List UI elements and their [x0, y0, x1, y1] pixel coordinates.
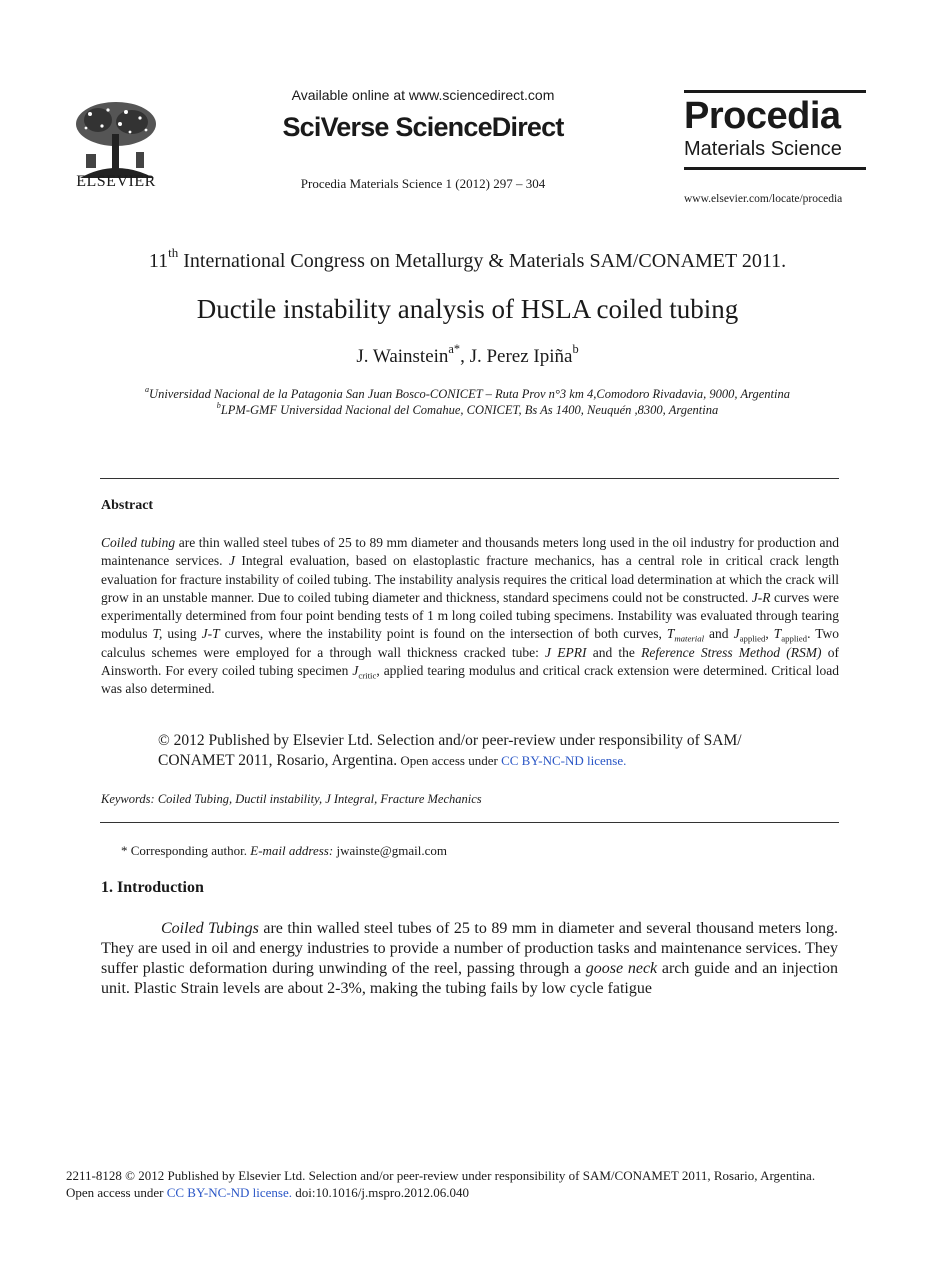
copyright-text: © 2012 Published by Elsevier Ltd. Selection and/or peer-review under responsibility of SAM/ CONAMET 2011, Rosario, Argentina. [158, 732, 742, 769]
abstract-term: J EPRI [545, 644, 587, 660]
abstract-body [101, 534, 839, 699]
keywords-label: Keywords: [101, 792, 155, 806]
abstract-term: Reference Stress Method (RSM) [641, 644, 822, 660]
intro-term: goose neck [585, 960, 658, 977]
affiliation-a [0, 384, 935, 402]
footer-license-link[interactable]: CC BY-NC-ND license. [166, 1185, 293, 1200]
footer-copyright: 2211-8128 © 2012 Published by Elsevier Ltd. Selection and/or peer-review under responsibility of SAM/CONAMET 2011, Rosario, Argentina. [66, 1168, 816, 1183]
abstract-text: , applied tearing modulus and critical crack extension were determined. Critical load was also determined. [101, 663, 839, 697]
abstract-text: curves were experimentally determined from four point bending tests of 1 m long coiled tubing specimens. Instability was evaluated through tearing modulus [101, 589, 839, 642]
copyright-notice [158, 731, 818, 771]
abstract-text: of Ainsworth. For every coiled tubing specimen [101, 644, 839, 679]
author-name: J. Perez Ipiña [469, 346, 573, 367]
abstract-term: J-T [201, 626, 220, 642]
abstract-term: J [733, 626, 740, 642]
abstract-term: J-R [751, 589, 771, 605]
open-access-text: Open access under [397, 753, 502, 768]
email-label: E-mail address: [250, 843, 334, 858]
corresponding-author [121, 843, 447, 859]
author-list [0, 341, 935, 368]
abstract-subscript: material [674, 634, 705, 645]
introduction-paragraph [101, 919, 838, 999]
affiliation-b [0, 400, 935, 418]
author-name: J. Wainstein [356, 346, 449, 367]
abstract-subscript: critic [358, 670, 377, 681]
affiliation-text: Universidad Nacional de la Patagonia San Juan Bosco-CONICET – Ruta Prov n°3 km 4,Comodoro Rivadavia, 9000, Argentina [149, 387, 790, 401]
intro-text: arch guide and an injection unit. Plastic Strain levels are about 2-3%, making the tubing fails by low cycle fatigue [101, 960, 838, 997]
section-heading-introduction: 1. Introduction [101, 879, 204, 896]
abstract-subscript: applied [739, 634, 766, 645]
journal-name-sub: Materials Science [684, 138, 842, 160]
intro-text: are thin walled steel tubes of 25 to 89 mm in diameter and several thousand meters long. They are used in oil and energy industries to provide a number of production tasks and maintenance services. They suffer plastic deformation during unwinding of the reel, passing through a [101, 920, 838, 977]
abstract-top-rule [100, 478, 839, 479]
email-address[interactable]: jwainste@gmail.com [333, 843, 447, 858]
abstract-text: curves, where the instability point is found on the intersection of both curves, [219, 626, 667, 642]
journal-url-link[interactable]: www.elsevier.com/locate/procedia [684, 193, 843, 205]
journal-name-main: Procedia [684, 95, 841, 137]
congress-name: International Congress on Metallurgy & Materials SAM/CONAMET 2011. [178, 250, 787, 272]
footer-open-access: Open access under [66, 1185, 167, 1200]
logo-top-rule [684, 90, 866, 93]
keywords-list: Coiled Tubing, Ductil instability, J Integral, Fracture Mechanics [154, 792, 482, 806]
abstract-text: , [765, 626, 774, 642]
affiliation-mark: a [144, 384, 150, 394]
abstract-heading: Abstract [101, 498, 154, 513]
abstract-text: and [704, 626, 734, 642]
abstract-term: Coiled tubing [101, 535, 176, 550]
paper-title: Ductile instability analysis of HSLA coiled tubing [196, 294, 739, 324]
intro-term: Coiled Tubings [161, 920, 259, 937]
abstract-text: are thin walled steel tubes of 25 to 89 mm diameter and thousands meters long used in the oil industry for production and maintenance services. [101, 535, 839, 569]
abstract-term: T [773, 626, 782, 642]
affiliation-text: LPM-GMF Universidad Nacional del Comahue, CONICET, Bs As 1400, Neuquén ,8300, Argentina [220, 403, 719, 417]
sciverse-sciencedirect-logo: SciVerse ScienceDirect [282, 112, 564, 142]
abstract-text: and the [586, 644, 642, 660]
keywords [101, 792, 482, 807]
abstract-text: Integral evaluation, based on elastoplastic fracture mechanics, has a central role in critical crack length evaluation for fracture instability of coiled tubing. The instability analysis requires the critical load determination at which the crack will grow in an unstable manner. Due to coiled tubing diameter and thickness, standard specimens could not be constructed. [101, 553, 839, 605]
author-separator: , [460, 346, 470, 367]
abstract-term: T, [152, 626, 163, 642]
abstract-subscript: applied [781, 634, 808, 645]
abstract-term: J [352, 663, 359, 679]
available-online-text[interactable]: Available online at www.sciencedirect.com [291, 87, 555, 103]
journal-citation: Procedia Materials Science 1 (2012) 297 – 304 [300, 176, 546, 191]
procedia-journal-logo [684, 90, 866, 170]
congress-ordinal: th [168, 245, 179, 261]
license-link[interactable]: CC BY-NC-ND license. [501, 753, 627, 768]
logo-bottom-rule [684, 167, 866, 170]
footer-doi[interactable]: doi:10.1016/j.mspro.2012.06.040 [292, 1185, 469, 1200]
author-affiliation-mark: b [572, 341, 579, 356]
affiliation-mark: b [216, 400, 221, 410]
abstract-term: T [666, 626, 675, 642]
congress-line [0, 245, 935, 273]
keywords-bottom-rule [100, 822, 839, 823]
footer-license-line [66, 1185, 469, 1201]
congress-number: 11 [148, 250, 169, 272]
author-affiliation-mark: a* [448, 341, 461, 356]
elsevier-logo-text: ELSEVIER [76, 173, 156, 190]
abstract-text: . Two calculus schemes were employed for a through wall thickness cracked tube: [101, 626, 840, 660]
corresponding-prefix: * Corresponding author. [121, 843, 251, 858]
abstract-text: using [162, 626, 202, 642]
abstract-term: J [228, 553, 235, 569]
